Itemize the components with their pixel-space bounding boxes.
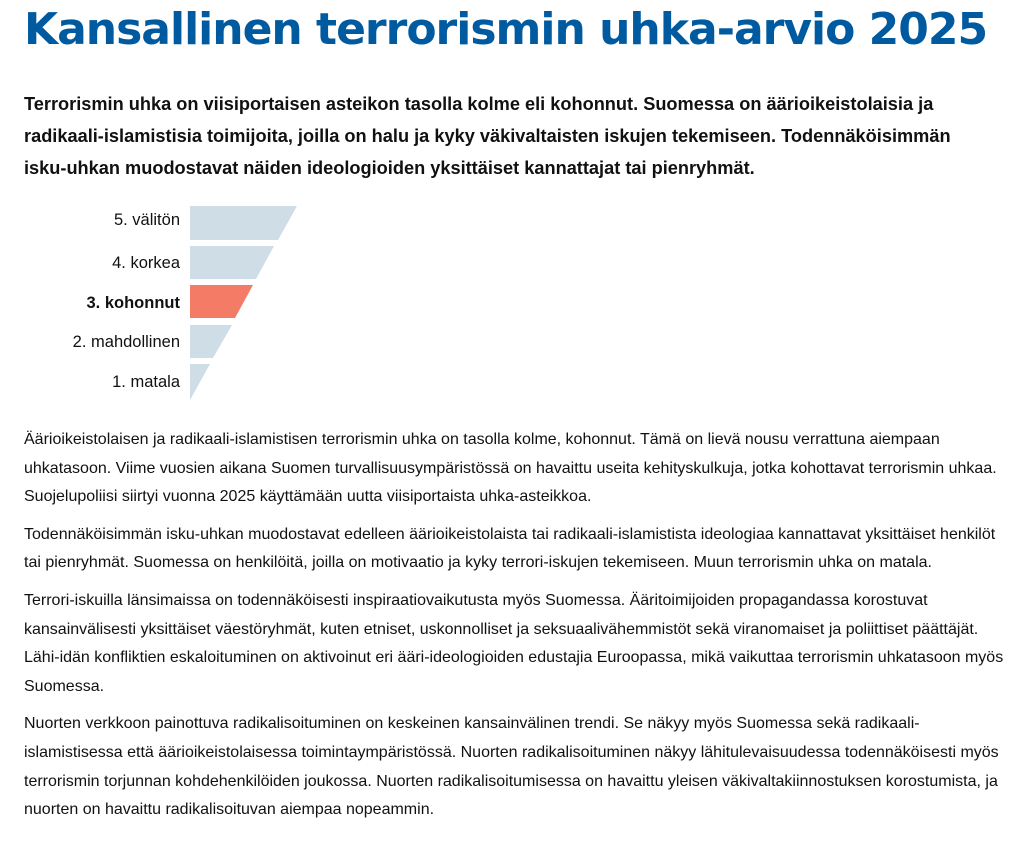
scale-label-level-4: 4. korkea — [112, 254, 180, 272]
scale-label-level-1: 1. matala — [112, 373, 180, 391]
body-paragraph-2: Todennäköisimmän isku-uhkan muodostavat edelleen äärioikeistolaista tai radikaali-islamistista ideologiaa kannattavat yksittäiset henkilöt tai pienryhmät. Suomessa on henkilöitä, joilla on motivaatio ja kyky terrori-iskujen tekemiseen. Muun terrorismin uhka on matala. — [24, 525, 996, 572]
scale-band-level-1 — [190, 364, 210, 400]
article-body — [24, 426, 1014, 834]
threat-scale-graphic — [190, 198, 330, 404]
scale-band-level-4 — [190, 246, 274, 279]
lead-paragraph: Terrorismin uhka on viisiportaisen asteikon tasolla kolme eli kohonnut. Suomessa on äärioikeistolaisia ja radikaali-islamistisia toimijoita, joilla on halu ja kyky väkivaltaisten iskujen tekemiseen. Todennäköisimmän isku-uhkan muodostavat näiden ideologioiden yksittäiset kannattajat tai pienryhmät. — [24, 94, 951, 178]
scale-band-level-5 — [190, 206, 297, 240]
scale-label-level-5: 5. välitön — [113, 211, 180, 229]
body-paragraph-4: Nuorten verkkoon painottuva radikalisoituminen on keskeinen kansainvälinen trendi. Se näkyy myös Suomessa sekä radikaali-islamistisessa että äärioikeistolaisessa toimintaympäristössä. Nuorten radikalisoituminen näkyy lähitulevaisuudessa todennäköisesti myös terrorismin torjunnan kohdehenkilöiden joukossa. Nuorten radikalisoitumisessa on havaittu yleisen väkivaltakiinnostuksen korostumista, ja nuorten on havaittu radikalisoituvan aiempaa nopeammin. — [24, 715, 999, 819]
threat-level-scale — [20, 198, 340, 404]
body-paragraph-1: Äärioikeistolaisen ja radikaali-islamistisen terrorismin uhka on tasolla kolme, kohonnut. Tämä on lievä nousu verrattuna aiempaan uhkatasoon. Viime vuosien aikana Suomen turvallisuusympäristössä on havaittu useita kehityskulkuja, jotka kohottavat terrorismin uhkaa. Suojelupoliisi siirtyi vuonna 2025 käyttämään uutta viisiportaista uhka-asteikkoa. — [24, 431, 997, 506]
scale-band-level-3 — [190, 285, 253, 318]
scale-label-level-2: 2. mahdollinen — [72, 333, 180, 351]
scale-label-level-3: 3. kohonnut — [86, 294, 180, 312]
body-paragraph-3: Terrori-iskuilla länsimaissa on todennäköisesti inspiraatiovaikutusta myös Suomessa. Ääritoimijoiden propagandassa korostuvat kansainvälisesti yksittäiset väestöryhmät, kuten etniset, uskonnolliset ja seksuaalivähemmistöt sekä viranomaiset ja poliittiset päättäjät. Lähi-idän konfliktien eskaloituminen on aktivoinut eri ääri-ideologioiden edustajia Euroopassa, mikä vaikuttaa terrorismin uhkatasoon myös Suomessa. — [24, 591, 1004, 695]
page-title: Kansallinen terrorismin uhka-arvio 2025 — [24, 4, 988, 55]
scale-band-level-2 — [190, 325, 232, 358]
